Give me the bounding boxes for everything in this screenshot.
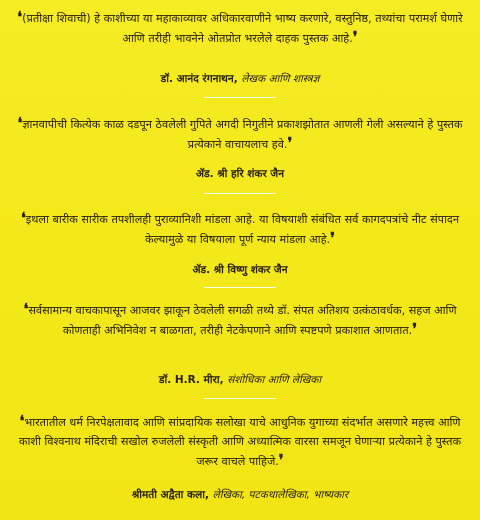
open-quote-icon: ❛ (19, 412, 25, 430)
testimonial-5-attribution: श्रीमती अद्वैता कला, लेखिका, पटकथालेखिका, भाष्यकार (131, 489, 349, 501)
testimonial-2-author: ॲड. श्री हरि शंकर जैन (195, 168, 285, 180)
close-quote-icon: ❜ (287, 134, 293, 152)
close-quote-icon: ❜ (412, 320, 418, 338)
testimonial-1-quote (0, 8, 480, 48)
divider-4 (204, 398, 276, 399)
testimonial-1-attribution: डॉ. आनंद रंगनाथन, लेखक आणि शास्त्रज्ञ (160, 73, 320, 85)
open-quote-icon: ❛ (20, 209, 26, 227)
divider-2 (204, 193, 276, 194)
testimonial-4-role: संशोधिका आणि लेखिका (227, 374, 322, 386)
testimonial-2-text: ज्ञानवापीची कित्येक काळ दडपून ठेवलेली गुपिते अगदी निगुतीने प्रकाशझोतात आणली गेली असल्याने हे पुस्तक प्रत्येकाने वाचायलाच हवे. (22, 118, 463, 151)
testimonial-2-quote (0, 114, 480, 154)
testimonial-3-text: इथला बारीक सारीक तपशीलही पुराव्यानिशी मांडला आहे. या विषयाशी संबंधित सर्व कागदपत्रांचे नीट संपादन केल्यामुळे या विषयाला पूर्ण न्याय मांडला आहे. (25, 213, 460, 246)
testimonial-1-text: (प्रतीक्षा शिवाची) हे काशीच्या या महाकाव्यावर अधिकारवाणीने भाष्य करणारे, वस्तुनिष्ठ, तथ्यांचा परामर्श घेणारे आणि तरीही भावनेने ओतप्रोत भरलेले दाहक पुस्तक आहे. (22, 12, 463, 45)
testimonial-3-attribution (0, 263, 480, 277)
testimonial-1-author: डॉ. आनंद रंगनाथन (160, 73, 234, 85)
testimonial-4-text: सर्वसामान्य वाचकापासून आजवर झाकून ठेवलेली सगळी तथ्ये डॉ. संपत अतिशय उत्कंठावर्धक, सहज आणि कोणताही अभिनिवेश न बाळगता, तरीही नेटकेपणाने आणि स्पष्टपणे प्रकाशात आणतात. (28, 304, 457, 337)
testimonial-2-attribution (0, 167, 480, 181)
divider-1 (204, 97, 276, 98)
open-quote-icon: ❛ (17, 8, 23, 26)
close-quote-icon: ❜ (352, 28, 358, 46)
testimonial-5-role: लेखिका, पटकथालेखिका, भाष्यकार (212, 489, 349, 501)
close-quote-icon: ❜ (278, 451, 284, 469)
testimonial-4-quote (0, 300, 480, 340)
testimonial-4-author: डॉ. H.R. मीरा (158, 374, 220, 386)
testimonial-4-attribution: डॉ. H.R. मीरा, संशोधिका आणि लेखिका (158, 374, 322, 386)
divider-3 (204, 287, 276, 288)
testimonial-5-author: श्रीमती अद्वैता कला (131, 489, 205, 501)
testimonial-1-role: लेखक आणि शास्त्रज्ञ (241, 73, 320, 85)
close-quote-icon: ❜ (330, 229, 335, 247)
testimonial-5-text: भारतातील धर्म निरपेक्षतावाद आणि सांप्रदायिक सलोखा याचे आधुनिक युगाच्या संदर्भात असणारे महत्त्व आणि काशी विश्वनाथ मंदिराची सखोल रुजलेली संस्कृती आणि अध्यात्मिक वारसा समजून घेणाऱ्या प्रत्येकाने हे पुस्तक जरूर वाचले पाहिजे. (18, 416, 462, 468)
testimonial-3-quote (0, 209, 480, 249)
open-quote-icon: ❛ (17, 114, 23, 132)
open-quote-icon: ❛ (23, 300, 29, 318)
testimonial-5-quote (0, 412, 480, 471)
testimonial-3-author: ॲड. श्री विष्णु शंकर जैन (192, 264, 288, 276)
